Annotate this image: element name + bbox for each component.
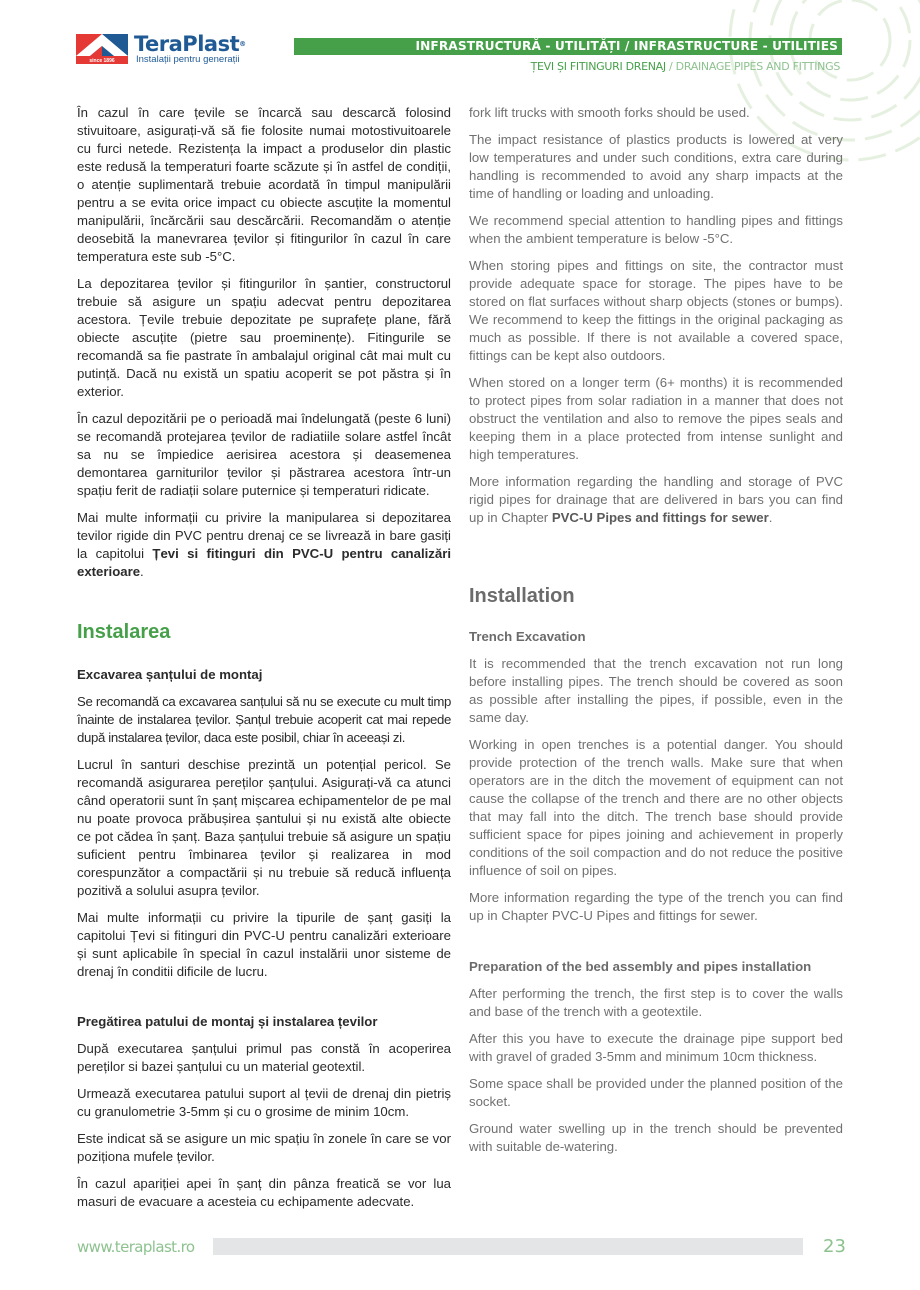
subsection-title: Pregătirea patului de montaj și instalarea țevilor (77, 1014, 378, 1029)
paragraph: When storing pipes and fittings on site, the contractor must provide adequate space for storage. The pipes have to be stored on flat surfaces without sharp objects (stones or bumps). We recommend to keep the fittings in the original packaging as much as possible. If there is not available a covered space, fittings can be kept also outdoors. (469, 258, 843, 363)
logo-name: TeraPlast® (134, 32, 246, 56)
paragraph: Se recomandă ca excavarea sanțului să nu se execute cu mult timp înainte de instalarea țevilor. Șanțul trebuie acoperit cat mai repede după instalarea țevilor, daca este posibil, chiar în aceeași zi. (77, 694, 451, 745)
subcategory-en: DRAINAGE PIPES AND FITTINGS (675, 60, 840, 73)
category-banner: INFRASTRUCTURĂ - UTILITĂȚI / INFRASTRUCTURE - UTILITIES (294, 38, 842, 55)
paragraph: When stored on a longer term (6+ months) it is recommended to protect pipes from solar radiation in a manner that does not obstruct the ventilation and also to remove the pipes seals and keeping them in a place protected from intense sunlight and high temperatures. (469, 375, 843, 462)
teraplast-logo[interactable] (76, 34, 246, 66)
paragraph: În cazul în care țevile se încarcă sau descarcă folosind stivuitoare, asigurați-vă să fie folosite numai motostivuitoarele cu furci netede. Rezistența la impact a produselor din plastic este redusă la temperaturi foarte scăzute și în astfel de condiții, o atenție suplimentară trebuie acordată în timpul manipulării pentru a se evita orice impact cu obiecte ascuțite la momentul manipulării, încărcării sau descărcării. Recomandăm o atenție deosebită la manevrarea țevilor și fitingurilor în cazul în care temperatura este sub -5°C. (77, 105, 451, 264)
footer-divider (213, 1238, 803, 1255)
paragraph: Este indicat să se asigure un mic spațiu în zonele în care se vor poziționa mufele țevilor. (77, 1131, 451, 1164)
paragraph: Urmează executarea patului suport al țevii de drenaj din pietriș cu granulometrie 3-5mm și cu o grosime de minim 10cm. (77, 1086, 451, 1119)
paragraph: Ground water swelling up in the trench should be prevented with suitable de-watering. (469, 1121, 843, 1154)
roof-logo-icon (76, 34, 128, 64)
paragraph: La depozitarea țevilor și fitingurilor în șantier, constructorul trebuie să asigure un spațiu adecvat pentru depozitarea acestora. Țevile trebuie depozitate pe suprafețe plane, fără obiecte ascuțite (pietre sau proeminențe). Fitingurile se recomandă sa fie pastrate în ambalajul original cât mai mult cu putință. Dacă nu există un spatiu acoperit se pot păstra și în exterior. (77, 276, 451, 399)
romanian-column (77, 104, 451, 1220)
section-title: Instalarea (77, 621, 171, 643)
paragraph: The impact resistance of plastics products is lowered at very low temperatures and under such conditions, extra care during handling is recommended to avoid any sharp impacts at the time of handling or loading and unloading. (469, 132, 843, 201)
paragraph: fork lift trucks with smooth forks should be used. (469, 105, 750, 120)
logo-since: since 1896 (89, 58, 115, 64)
section-title: Installation (469, 585, 575, 607)
paragraph: We recommend special attention to handling pipes and fittings when the ambient temperature is below -5°C. (469, 213, 843, 246)
paragraph: Lucrul în santuri deschise prezintă un potențial pericol. Se recomandă asigurarea pereților șanțului. Asigurați-vă ca atunci când operatorii sunt în șanț mișcarea echipamentelor de pe mal nu poate provoca prăbușirea șantului și nu există alte obiecte ce pot cădea în șanț. Baza șanțului trebuie să asigure un spațiu suficient pentru îmbinarea țevilor și realizarea in mod corespunzător a compactării și nu trebuie să reducă influența pozitivă a solului asupra țevilor. (77, 757, 451, 898)
subsection-title: Trench Excavation (469, 629, 586, 644)
paragraph: More information regarding the handling and storage of PVC rigid pipes for drainage that are delivered in bars you can find up in Chapter PVC-U Pipes and fittings for sewer. (469, 474, 843, 525)
paragraph: Mai multe informații cu privire la manipularea si depozitarea tevilor rigide din PVC pentru drenaj ce se livrează in bare gasiți la capitolui Țevi si fitinguri din PVC-U pentru canalizări exterioare. (77, 510, 451, 579)
paragraph: Some space shall be provided under the planned position of the socket. (469, 1076, 843, 1109)
paragraph: Mai multe informații cu privire la tipurile de șanț gasiți la capitolui Țevi si fitinguri din PVC-U pentru canalizări exterioare și sunt aplicabile în special în cazul instalării unor sisteme de drenaj în conditii dificile de lucru. (77, 910, 451, 979)
chapter-reference: Țevi si fitinguri din PVC-U pentru canalizări exterioare (77, 546, 451, 579)
paragraph: More information regarding the type of the trench you can find up in Chapter PVC-U Pipes and fittings for sewer. (469, 890, 843, 923)
subcategory-sep: / (665, 60, 676, 73)
subsection-title: Preparation of the bed assembly and pipes installation (469, 959, 812, 974)
paragraph: Working in open trenches is a potential danger. You should provide protection of the trench walls. Make sure that when operators are in the ditch the movement of equipment can not cause the collapse of the trench and there are no other objects that may fall into the ditch. The trench base should provide sufficient space for pipes joining and achievement in properly conditions of the soil compaction and do not reduce the positive influence of soil on pipes. (469, 737, 843, 878)
subsection-title: Excavarea șanțului de montaj (77, 667, 263, 682)
logo-tagline: Instalații pentru generații (136, 54, 240, 65)
paragraph: After this you have to execute the drainage pipe support bed with gravel of graded 3-5mm and minimum 10cm thickness. (469, 1031, 843, 1064)
english-column (469, 104, 843, 1165)
subcategory-ro: ȚEVI ȘI FITINGURI DRENAJ (530, 60, 666, 73)
subcategory-breadcrumb (531, 60, 840, 74)
website-link[interactable]: www.teraplast.ro (77, 1238, 195, 1256)
paragraph: În cazul apariției apei în șanț din pânza freatică se vor lua masuri de evacuare a acesteia cu echipamente adecvate. (77, 1176, 451, 1209)
paragraph: În cazul depozitării pe o perioadă mai îndelungată (peste 6 luni) se recomandă protejarea țevilor de radiatiile solare astfel încât sa nu se împiedice aerisirea acestora și deasemenea demontarea garniturilor țevilor și păstrarea acestora într-un spațiu ferit de radiații solare puternice și temperaturi ridicate. (77, 411, 451, 498)
paragraph: It is recommended that the trench excavation not run long before installing pipes. The trench should be covered as soon as possible after installing the pipes, if possible, even in the same day. (469, 656, 843, 725)
paragraph: After performing the trench, the first step is to cover the walls and base of the trench with a geotextile. (469, 986, 843, 1019)
paragraph: După executarea șanțului primul pas constă în acoperirea pereților si bazei șanțului cu un material geotextil. (77, 1041, 451, 1074)
page-number: 23 (823, 1236, 846, 1257)
chapter-reference: PVC-U Pipes and fittings for sewer (551, 510, 769, 525)
